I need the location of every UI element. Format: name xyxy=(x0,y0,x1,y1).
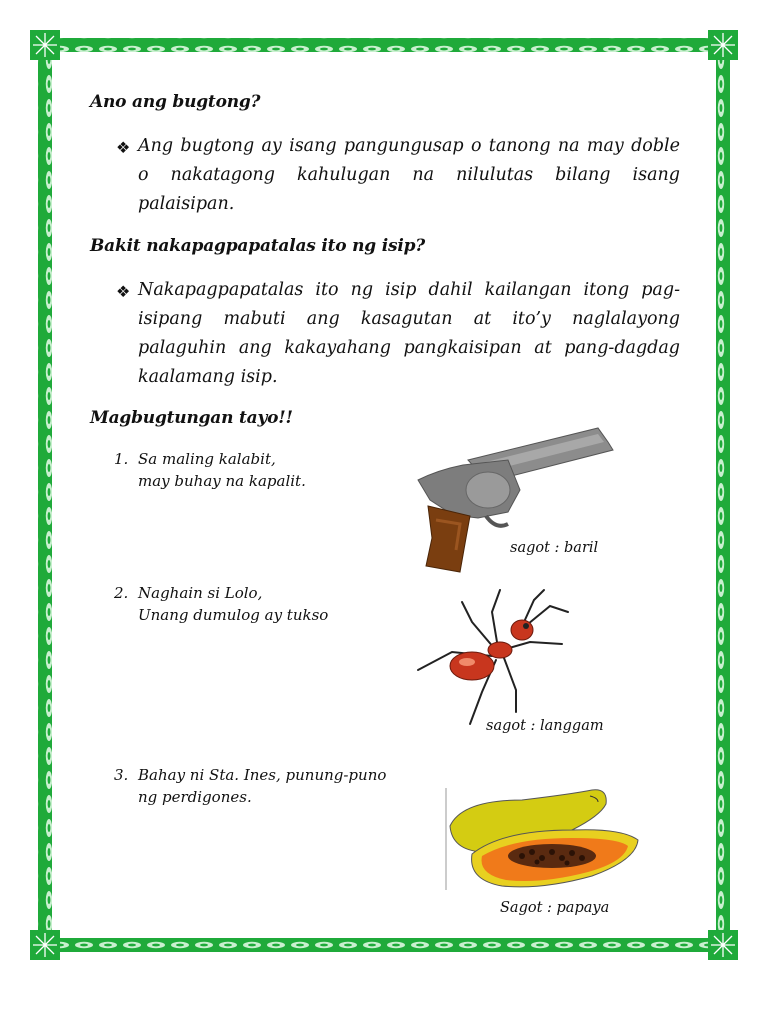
heading-why-sharpens-mind: Bakit nakapagpapatalas ito ng isip? xyxy=(90,236,426,256)
riddle-text: Naghain si Lolo, Unang dumulog ay tukso xyxy=(138,584,329,624)
ant-icon xyxy=(412,582,572,732)
riddle-text: Sa maling kalabit, may buhay na kapalit. xyxy=(138,450,306,490)
answer-label: sagot : langgam xyxy=(486,718,604,734)
riddle-text: Bahay ni Sta. Ines, punung-puno ng perdigones. xyxy=(138,766,387,806)
riddle-benefit-text: Nakapagpapatalas ito ng isip dahil kailangan itong pag-isipang mabuti ang kasagutan at ito’y naglalayong palaguhin ang kakayahang pangkaisipan at pang-dagdag kaalamang isip. xyxy=(138,280,680,387)
heading-what-is-riddle: Ano ang bugtong? xyxy=(90,92,261,112)
revolver-icon xyxy=(408,420,618,580)
riddle-definition-text: Ang bugtong ay isang pangungusap o tanong na may doble o nakatagong kahulugan na nilulutas bilang isang palaisipan. xyxy=(138,136,680,214)
riddle-number: 1. xyxy=(114,450,129,468)
answer-label: sagot : baril xyxy=(510,540,599,556)
riddle-number: 3. xyxy=(114,766,129,784)
diamond-bullet-icon: ❖ xyxy=(116,282,131,301)
riddle-number: 2. xyxy=(114,584,129,602)
diamond-bullet-icon: ❖ xyxy=(116,138,131,157)
heading-lets-riddle: Magbugtungan tayo!! xyxy=(90,408,293,428)
answer-label: Sagot : papaya xyxy=(500,900,610,916)
papaya-icon xyxy=(442,786,642,892)
